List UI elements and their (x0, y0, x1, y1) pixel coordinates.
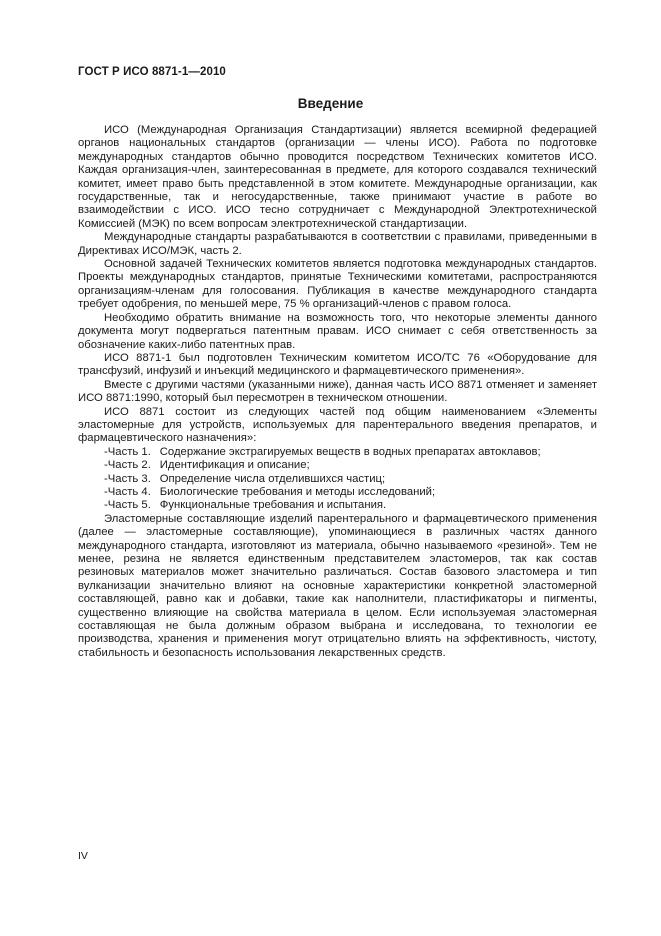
document-body (78, 124, 597, 660)
part-number: Часть 2. (107, 459, 151, 472)
paragraph-iso-intro: ИСО (Международная Организация Стандартизации) является всемирной федерацией органов национальных стандартов (организации — члены ИСО). Работа по подготовке международных стандартов обычно проводится посредством Технических комитетов ИСО. Каждая организация-член, заинтересованная в предмете, для которого создавался технический комитет, имеет право быть представленной в этом комитете. Международные организации, как государственные, так и негосударственные, также принимают участие в работе во взаимодействии с ИСО. ИСО тесно сотрудничает с Международной Электротехнической Комиссией (МЭК) по всем вопросам электротехнической стандартизации. (78, 124, 597, 230)
list-item: -Часть 1. Содержание экстрагируемых веществ в водных препаратах автоклавов; (104, 445, 541, 458)
paragraph-prepared-by: ИСО 8871-1 был подготовлен Техническим комитетом ИСО/ТС 76 «Оборудование для трансфузий, инфузий и инъекций медицинского и фармацевтического применения». (78, 351, 597, 378)
list-item: -Часть 4. Биологические требования и методы исследований; (104, 485, 436, 498)
part-title: Содержание экстрагируемых веществ в водных препаратах автоклавов; (159, 445, 541, 458)
section-title: Введение (297, 96, 364, 111)
parts-list (78, 446, 597, 513)
paragraph-replaces: Вместе с другими частями (указанными ниже), данная часть ИСО 8871 отменяет и заменяет ИСО 8871:1990, который был пересмотрен в техническом отношении. (78, 378, 597, 405)
part-number: Часть 3. (107, 472, 151, 485)
part-number: Часть 5. (107, 499, 151, 512)
paragraph-committees-task: Основной задачей Технических комитетов является подготовка международных стандартов. Проекты международных стандартов, принятые Техническими комитетами, распространяются организациям-членам для голосования. Публикация в качестве международного стандарта требует одобрения, по меньшей мере, 75 % организаций-членов с правом голоса. (78, 258, 597, 311)
list-item: -Часть 2. Идентификация и описание; (104, 459, 310, 472)
paragraph-directives: Международные стандарты разрабатываются в соответствии с правилами, приведенными в Директивах ИСО/МЭК, часть 2. (78, 231, 597, 257)
paragraph-elastomer-components: Эластомерные составляющие изделий парентерального и фармацевтического применения (далее — эластомерные составляющие), упоминающиеся в различных частях данного международного стандарта, изготовляют из материала, обычно называемого «резиной». Тем не менее, резина не является единственным представителем эластомеров, так как состав резиновых материалов может значительно различаться. Состав базового эластомера и тип вулканизации значительно влияют на основные характеристики конкретной эластомерной составляющей, равно как и добавки, такие как наполнители, пластификаторы и пигменты, существенно влияющие на свойства материала в целом. Если используемая эластомерная составляющая не была должным образом выбрана и исследована, то технологии ее производства, хранения и применения могут отрицательно влиять на эффективность, чистоту, стабильность и безопасность использования лекарственных средств. (78, 512, 597, 659)
part-number: Часть 1. (107, 445, 151, 458)
part-title: Идентификация и описание; (159, 459, 310, 472)
part-number: Часть 4. (107, 485, 151, 498)
part-title: Определение числа отделившихся частиц; (159, 472, 386, 485)
page-number: IV (78, 850, 88, 862)
part-title: Функциональные требования и испытания. (159, 499, 387, 512)
list-item: -Часть 5. Функциональные требования и испытания. (104, 499, 387, 512)
paragraph-parts-intro: ИСО 8871 состоит из следующих частей под общим наименованием «Элементы эластомерные для устройств, используемых для парентерального введения препаратов, и фармацевтического назначения»: (78, 405, 597, 445)
document-header-code: ГОСТ Р ИСО 8871-1—2010 (78, 66, 226, 78)
part-title: Биологические требования и методы исследований; (159, 485, 436, 498)
list-item: -Часть 3. Определение числа отделившихся частиц; (104, 472, 386, 485)
paragraph-patent-notice: Необходимо обратить внимание на возможность того, что некоторые элементы данного документа могут подвергаться патентным правам. ИСО снимает с себя ответственность за обозначение каких-либо патентных прав. (78, 311, 597, 351)
